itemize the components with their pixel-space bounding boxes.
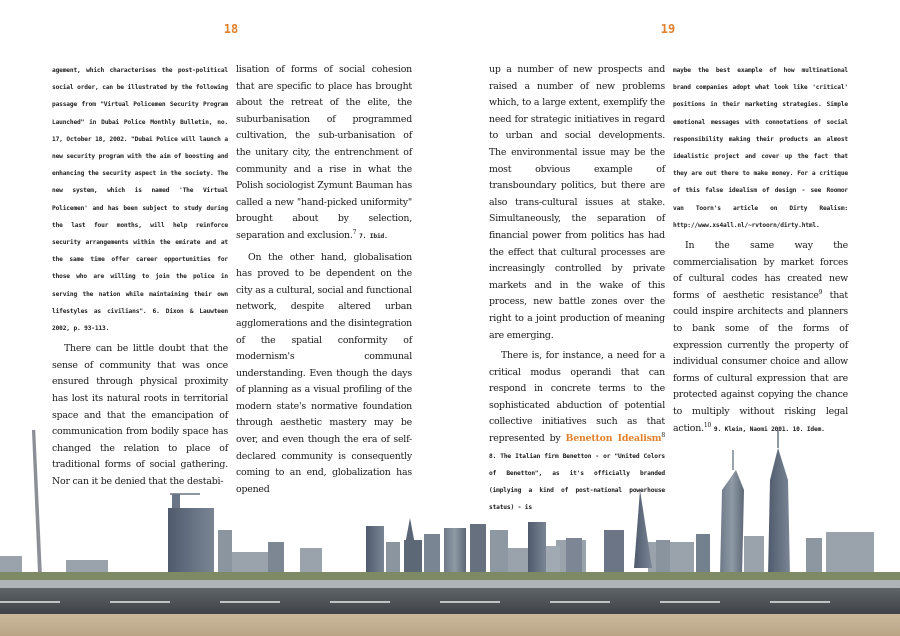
column-1 [52,62,228,491]
inline-footnote: 7. Ibid. [359,232,388,240]
body-paragraph: There can be little doubt that the sense of community that was once ensured through physical proximity has lost its natural roots in territorial space and that the emancipation of communication from bodily space has changed the relation to place of traditional forms of social gathering. Nor can it be denied that the destabi- [52,343,228,487]
sand-foreground [0,614,900,636]
footnote-ref: 7 [352,228,357,236]
inline-footnote: 8. The Italian firm Benetton - or "United Colors of Benetton", as it's officially branded (implying a kind of post-national powerhouse status) - is [489,452,665,512]
paragraph-text: There is, for instance, a need for a critical modus operandi that can respond in concrete terms to the sophisticated abduction of potential collective initiatives such as that represented by [489,350,665,445]
paragraph-text: In the same way the commercialisation by market forces of cultural codes has created new forms of aesthetic resistance [673,240,848,301]
paragraph-text: lisation of forms of social cohesion that are specific to place has brought about the retreat of the elite, the suburbanisation of programmed cultivation, the sub-urbanisation of the unitary city, the entrenchment of community and a rise in what the Polish sociologist Zymunt Bauman has called a new "hand-picked uniformity" brought about by selection, separation and exclusion. [236,64,412,241]
footnote-ref: 9 [818,288,823,296]
body-paragraph [236,62,412,246]
body-paragraph [673,238,848,438]
footnote-text: maybe the best example of how multinational brand companies adopt what look like 'critical' positions in their marketing strategies. Simple emotional messages with connotations of social responsibility making their products an almost idealistic project and cover up the fact that they are out there to make money. For a critique of this false idealism of design - see Roomor van Toorn's article on Dirty Realism: http://www.xs4all.nl/~rvtoorn/dirty.html. [673,67,848,229]
column-4 [673,62,848,438]
highway [0,588,900,614]
vegetation-strip [0,572,900,580]
footnote-ref: 10 [703,421,712,429]
body-paragraph: On the other hand, globalisation has proved to be dependent on the city as a cultural, social and functional network, despite altered urban agglomerations and the disintegration of the spatial conformity of modernism's communal understanding. Even though the days of planning as a visual profiling of the modern state's normative foundation through aesthetic mastery may be over, and even though the era of self-declared community is consequently coming to an end, globalization has opened [236,251,412,495]
left-page-number: 18 [223,22,239,36]
footnote-ref: 8 [661,431,665,439]
paragraph-text: that could inspire architects and planners to bank some of the forms of expression currently the property of individual consumer choice and allow forms of cultural expression that are protected against copying the chance to multiply without risking legal action. [673,289,848,434]
road-barrier [0,580,900,588]
footnote-text: agement, which characterises the post-political social order, can be illustrated by the following passage from "Virtual Policemen Security Program Launched" in Dubai Police Monthly Bulletin, no. 17, October 18, 2002. "Dubai Police will launch a new security program with the aim of boosting and enhancing the security aspect in the society. The new system, which is named 'The Virtual Policemen' and has been subject to study during the last four months, will help reinforce security arrangements within the emirate and at the same time offer career opportunities for those who are willing to join the police in serving the nation while maintaining their own lifestyles as civilians". 6. Dixon & Lauwteen 2002, p. 93-113. [52,67,228,333]
dubai-skyline-photo [0,430,900,636]
right-page-number: 19 [660,22,676,36]
body-paragraph: up a number of new prospects and raised a number of new problems which, to a large extent, exemplify the need for strategic initiatives in regard to urban and social developments. The environmental issue may be the most obvious example of transboundary politics, but there are also trans-cultural issues at stake. Simultaneously, the separation of financial power from politics has had the effect that cultural processes are increasingly controlled by private markets and in the wake of this process, new battle zones over the right to a joint production of meaning are emerging. [489,64,665,341]
highlight-term: Benetton Idealism [565,433,662,445]
inline-footnote: 9. Klein, Naomi 2001. 10. Idem. [713,425,825,433]
